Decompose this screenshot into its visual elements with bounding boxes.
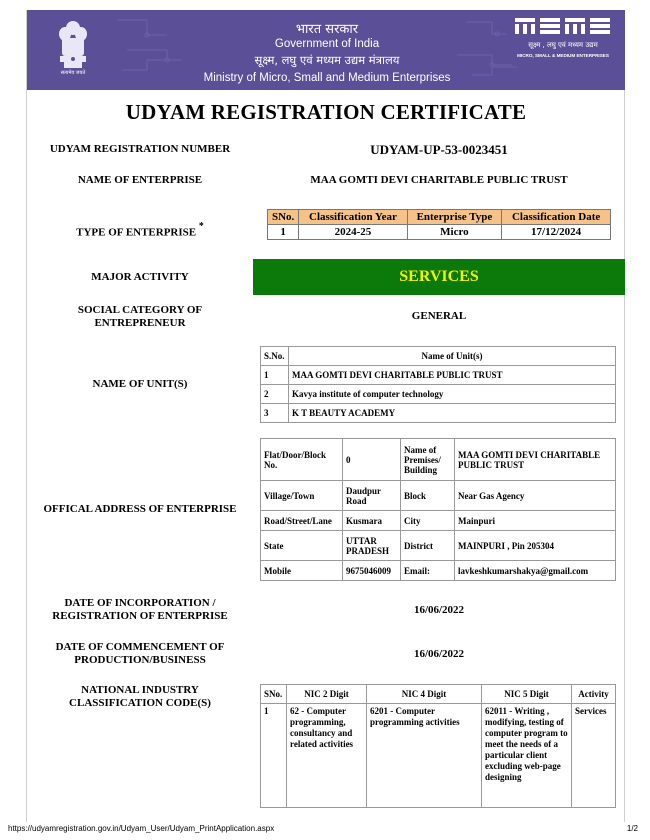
village-label: Village/Town (261, 481, 343, 511)
cell: Services (572, 704, 616, 808)
registration-number-label: UDYAM REGISTRATION NUMBER (49, 143, 231, 155)
ministry-name: Ministry of Micro, Small and Medium Enterprises (203, 72, 451, 84)
header-cell: S.No. (261, 347, 289, 366)
enterprise-type-table (267, 209, 611, 240)
flat-label: Flat/Door/Block No. (261, 439, 343, 481)
commencement-date: 16/06/2022 (413, 648, 465, 660)
header-cell: NIC 4 Digit (367, 685, 482, 704)
city-label: City (401, 511, 455, 531)
registration-number-value: UDYAM-UP-53-0023451 (370, 142, 508, 157)
table-header-row (268, 210, 611, 225)
enterprise-name-value: MAA GOMTI DEVI CHARITABLE PUBLIC TRUST (310, 174, 568, 186)
msme-english-subtitle: MICRO, SMALL & MEDIUM ENTERPRISES (517, 53, 609, 58)
table-header-row (261, 347, 616, 366)
city-value: Mainpuri (455, 511, 616, 531)
header-cell: SNo. (261, 685, 287, 704)
table-row (261, 439, 616, 481)
table-row (261, 511, 616, 531)
table-row (261, 385, 616, 404)
table-row (261, 404, 616, 423)
table-header-row (261, 685, 616, 704)
header-cell: Classification Date (502, 210, 611, 225)
cell: K T BEAUTY ACADEMY (289, 404, 616, 423)
nic-label-line2: CLASSIFICATION CODE(S) (69, 697, 211, 709)
cell: MAA GOMTI DEVI CHARITABLE PUBLIC TRUST (289, 366, 616, 385)
incorporation-label-line2: REGISTRATION OF ENTERPRISE (52, 610, 228, 622)
header-cell: Name of Unit(s) (289, 347, 616, 366)
email-label: Email: (401, 561, 455, 581)
msme-hindi-subtitle: सूक्ष्म , लघु एवं मध्यम उद्यम (528, 41, 598, 49)
table-row (261, 366, 616, 385)
social-category-label (30, 304, 250, 330)
email-value: lavkeshkumarshakya@gmail.com (455, 561, 616, 581)
incorporation-label (30, 597, 250, 623)
footer-url: https://udyamregistration.gov.in/Udyam_User/Udyam_PrintApplication.aspx (8, 824, 275, 833)
district-label: District (401, 531, 455, 561)
hindi-government: भारत सरकार (295, 22, 359, 37)
header-cell: Enterprise Type (407, 210, 502, 225)
table-row (261, 704, 616, 808)
enterprise-type-label-text: TYPE OF ENTERPRISE (76, 226, 197, 239)
units-table (260, 346, 616, 423)
hindi-ministry: सूक्ष्म, लघु एवं मध्यम उद्यम मंत्रालय (254, 53, 400, 67)
units-label: NAME OF UNIT(S) (92, 378, 188, 390)
commencement-label (30, 641, 250, 667)
incorporation-date: 16/06/2022 (413, 604, 465, 616)
header-cell: NIC 5 Digit (482, 685, 572, 704)
header-cell: Activity (572, 685, 616, 704)
msme-logo-icon (515, 16, 611, 36)
cell: 1 (261, 366, 289, 385)
government-of-india: Government of India (274, 38, 380, 50)
block-label: Block (401, 481, 455, 511)
block-value: Near Gas Agency (455, 481, 616, 511)
header-banner (27, 10, 625, 90)
mobile-label: Mobile (261, 561, 343, 581)
nic-label (30, 684, 250, 710)
page-number: 1/2 (626, 824, 638, 833)
state-value: UTTAR PRADESH (343, 531, 401, 561)
road-label: Road/Street/Lane (261, 511, 343, 531)
village-value: Daudpur Road (343, 481, 401, 511)
social-category-value: GENERAL (411, 310, 467, 322)
cell: Micro (407, 225, 502, 240)
header-cell: Classification Year (299, 210, 407, 225)
commencement-label-line1: DATE OF COMMENCEMENT OF (55, 641, 225, 653)
cell: 2 (261, 385, 289, 404)
header-cell: SNo. (268, 210, 299, 225)
cell: 1 (268, 225, 299, 240)
certificate-title: UDYAM REGISTRATION CERTIFICATE (125, 100, 527, 124)
cell: 62011 - Writing , modifying, testing of computer program to meet the needs of a particular client excluding web-page designing (482, 704, 572, 808)
commencement-label-line2: PRODUCTION/BUSINESS (74, 654, 206, 666)
social-category-label-line2: ENTREPRENEUR (94, 317, 186, 329)
state-label: State (261, 531, 343, 561)
enterprise-type-label (30, 222, 250, 240)
incorporation-label-line1: DATE OF INCORPORATION / (64, 597, 216, 609)
enterprise-name-label: NAME OF ENTERPRISE (77, 174, 203, 186)
address-table (260, 438, 616, 581)
asterisk-mark: * (198, 221, 204, 232)
premises-label: Name of Premises/ Building (401, 439, 455, 481)
address-label: OFFICAL ADDRESS OF ENTERPRISE (43, 503, 237, 515)
social-category-label-line1: SOCIAL CATEGORY OF (77, 304, 203, 316)
flat-value: 0 (343, 439, 401, 481)
table-row (268, 225, 611, 240)
major-activity-value: SERVICES (253, 259, 625, 295)
cell: 62 - Computer programming, consultancy and related activities (287, 704, 367, 808)
nic-table (260, 684, 616, 808)
road-value: Kusmara (343, 511, 401, 531)
table-row (261, 561, 616, 581)
cell: 6201 - Computer programming activities (367, 704, 482, 808)
emblem-caption: सत्यमेव जयते (60, 70, 86, 76)
district-value: MAINPURI , Pin 205304 (455, 531, 616, 561)
nic-label-line1: NATIONAL INDUSTRY (81, 684, 199, 696)
major-activity-label: MAJOR ACTIVITY (91, 271, 189, 283)
header-cell: NIC 2 Digit (287, 685, 367, 704)
cell: 17/12/2024 (502, 225, 611, 240)
premises-value: MAA GOMTI DEVI CHARITABLE PUBLIC TRUST (455, 439, 616, 481)
cell: Kavya institute of computer technology (289, 385, 616, 404)
cell: 2024-25 (299, 225, 407, 240)
cell: 3 (261, 404, 289, 423)
cell: 1 (261, 704, 287, 808)
table-row (261, 481, 616, 511)
table-row (261, 531, 616, 561)
mobile-value: 9675046009 (343, 561, 401, 581)
